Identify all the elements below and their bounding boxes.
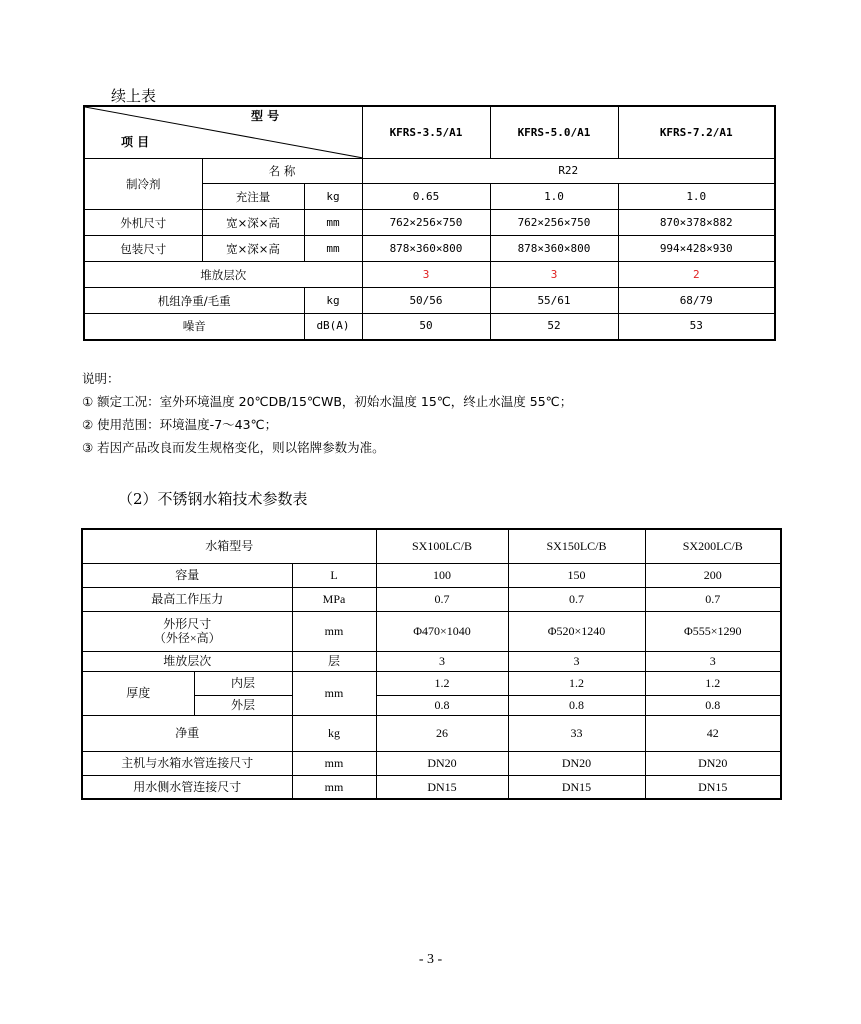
notes-block	[82, 367, 572, 459]
pressure-unit: MPa	[292, 587, 376, 611]
net-weight-value: 42	[645, 715, 781, 751]
package-size-value: 878×360×800	[362, 236, 490, 262]
outdoor-size-value: 762×256×750	[362, 210, 490, 236]
main-pipe-label: 主机与水箱水管连接尺寸	[82, 751, 292, 775]
main-pipe-value: DN20	[645, 751, 781, 775]
tank-stack-unit: 层	[292, 651, 376, 671]
model-header: KFRS-3.5/A1	[362, 106, 490, 159]
diagonal-header-cell	[84, 106, 362, 159]
tank-model-header: SX100LC/B	[376, 529, 508, 563]
charge-value: 1.0	[618, 184, 775, 210]
charge-label: 充注量	[202, 184, 304, 210]
net-weight-unit: kg	[292, 715, 376, 751]
outer-layer-value: 0.8	[508, 695, 645, 715]
tank-model-header: SX150LC/B	[508, 529, 645, 563]
noise-value: 52	[490, 314, 618, 340]
charge-value: 1.0	[490, 184, 618, 210]
size-value: Φ555×1290	[645, 611, 781, 651]
page-number: - 3 -	[418, 952, 443, 967]
header-item-label: 项 目	[121, 135, 150, 149]
main-pipe-unit: mm	[292, 751, 376, 775]
capacity-value: 100	[376, 563, 508, 587]
package-size-sub: 宽×深×高	[202, 236, 304, 262]
note-line: ① 额定工况：室外环境温度 20℃DB/15℃WB，初始水温度 15℃，终止水温度 55℃；	[82, 394, 573, 409]
tank-model-label: 水箱型号	[82, 529, 376, 563]
outer-layer-value: 0.8	[645, 695, 781, 715]
pressure-label: 最高工作压力	[82, 587, 292, 611]
diagonal-line	[85, 107, 362, 158]
capacity-unit: L	[292, 563, 376, 587]
size-unit: mm	[292, 611, 376, 651]
tank-stack-value: 3	[508, 651, 645, 671]
tank-stack-label: 堆放层次	[82, 651, 292, 671]
outer-layer-label: 外层	[194, 695, 292, 715]
size-label-line2: （外径×高）	[153, 631, 221, 645]
size-value: Φ520×1240	[508, 611, 645, 651]
outdoor-size-label: 外机尺寸	[84, 210, 202, 236]
weight-value: 50/56	[362, 288, 490, 314]
outer-layer-value: 0.8	[376, 695, 508, 715]
user-pipe-value: DN15	[645, 775, 781, 799]
charge-unit: kg	[304, 184, 362, 210]
thickness-label: 厚度	[82, 671, 194, 715]
header-model-label: 型 号	[251, 109, 280, 123]
net-weight-value: 33	[508, 715, 645, 751]
pressure-value: 0.7	[508, 587, 645, 611]
tank-model-header: SX200LC/B	[645, 529, 781, 563]
stack-value: 3	[490, 262, 618, 288]
water-tank-spec-table	[81, 528, 782, 800]
weight-value: 68/79	[618, 288, 775, 314]
capacity-value: 200	[645, 563, 781, 587]
weight-unit: kg	[304, 288, 362, 314]
net-weight-value: 26	[376, 715, 508, 751]
capacity-value: 150	[508, 563, 645, 587]
note-line: ③ 若因产品改良而发生规格变化，则以铭牌参数为准。	[82, 440, 385, 455]
outdoor-size-value: 870×378×882	[618, 210, 775, 236]
inner-layer-value: 1.2	[645, 671, 781, 695]
model-header: KFRS-5.0/A1	[490, 106, 618, 159]
heat-pump-spec-table	[83, 105, 776, 341]
outdoor-size-unit: mm	[304, 210, 362, 236]
capacity-label: 容量	[82, 563, 292, 587]
package-size-unit: mm	[304, 236, 362, 262]
note-line: ② 使用范围：环境温度-7～43℃；	[82, 417, 278, 432]
user-pipe-label: 用水侧水管连接尺寸	[82, 775, 292, 799]
model-header: KFRS-7.2/A1	[618, 106, 775, 159]
stack-label: 堆放层次	[84, 262, 362, 288]
package-size-value: 994×428×930	[618, 236, 775, 262]
net-weight-label: 净重	[82, 715, 292, 751]
charge-value: 0.65	[362, 184, 490, 210]
table2-caption: （2）不锈钢水箱技术参数表	[118, 490, 308, 508]
outdoor-size-sub: 宽×深×高	[202, 210, 304, 236]
size-value: Φ470×1040	[376, 611, 508, 651]
stack-value: 2	[618, 262, 775, 288]
refrigerant-name-value: R22	[362, 159, 775, 184]
outdoor-size-value: 762×256×750	[490, 210, 618, 236]
noise-label: 噪音	[84, 314, 304, 340]
size-label-line1: 外形尺寸	[163, 617, 212, 631]
user-pipe-unit: mm	[292, 775, 376, 799]
main-pipe-value: DN20	[508, 751, 645, 775]
pressure-value: 0.7	[645, 587, 781, 611]
table1-caption: 续上表	[111, 87, 157, 105]
thickness-unit: mm	[292, 671, 376, 715]
weight-value: 55/61	[490, 288, 618, 314]
package-size-label: 包装尺寸	[84, 236, 202, 262]
inner-layer-value: 1.2	[508, 671, 645, 695]
size-label	[82, 611, 292, 651]
noise-unit: dB(A)	[304, 314, 362, 340]
refrigerant-name-label: 名 称	[202, 159, 362, 184]
main-pipe-value: DN20	[376, 751, 508, 775]
pressure-value: 0.7	[376, 587, 508, 611]
notes-title: 说明：	[82, 371, 120, 386]
user-pipe-value: DN15	[508, 775, 645, 799]
package-size-value: 878×360×800	[490, 236, 618, 262]
refrigerant-label: 制冷剂	[84, 159, 202, 210]
inner-layer-value: 1.2	[376, 671, 508, 695]
inner-layer-label: 内层	[194, 671, 292, 695]
stack-value: 3	[362, 262, 490, 288]
user-pipe-value: DN15	[376, 775, 508, 799]
tank-stack-value: 3	[376, 651, 508, 671]
noise-value: 50	[362, 314, 490, 340]
tank-stack-value: 3	[645, 651, 781, 671]
noise-value: 53	[618, 314, 775, 340]
weight-label: 机组净重/毛重	[84, 288, 304, 314]
